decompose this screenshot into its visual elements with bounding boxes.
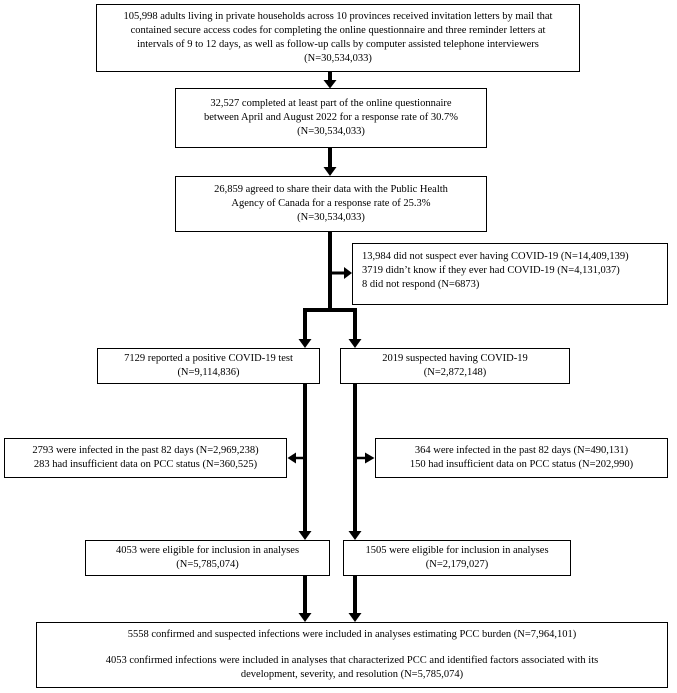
box-invitation-line-1: 105,998 adults living in private households across 10 provinces received invitation letters by mail that: [123, 11, 553, 22]
box-final-paragraph-2: [106, 654, 598, 682]
box-exclusion-no-covid: [352, 243, 668, 305]
box-exclusion-right: [375, 438, 668, 478]
box-eligible-left-line-2: (N=5,785,074): [176, 559, 239, 570]
box-agreed-line-3: (N=30,534,033): [297, 212, 365, 223]
arrow-split-to-positive-test: [299, 308, 312, 348]
arrow-positive-to-eligible-left: [299, 384, 312, 540]
box-exclusion-no-covid-line-3: 8 did not respond (N=6873): [362, 279, 480, 290]
box-positive-test-line-2: (N=9,114,836): [177, 367, 240, 378]
box-final-paragraph-2-line-1: 4053 confirmed infections were included in analyses that characterized PCC and identified factors associated with its: [105, 655, 599, 666]
box-suspected-covid-line-2: (N=2,872,148): [423, 367, 487, 378]
arrow-eligible-left-to-final: [299, 576, 312, 622]
box-exclusion-no-covid-line-1: 13,984 did not suspect ever having COVID-19 (N=14,409,139): [362, 251, 629, 262]
box-exclusion-left-line-1: 2793 were infected in the past 82 days (N=2,969,238): [32, 445, 259, 456]
box-agreed-share: [175, 176, 487, 232]
box-exclusion-right-line-2: 150 had insufficient data on PCC status (N=202,990): [409, 459, 634, 470]
box-final-paragraph-2-line-2: development, severity, and resolution (N=5,785,074): [240, 669, 464, 680]
box-completed-line-1: 32,527 completed at least part of the online questionnaire: [210, 98, 452, 109]
box-final-paragraph-1: 5558 confirmed and suspected infections were included in analyses estimating PCC burden (N=7,964,101): [127, 629, 577, 640]
arrow-completed-to-agreed: [324, 148, 337, 176]
box-exclusion-right-line-1: 364 were infected in the past 82 days (N=490,131): [414, 445, 629, 456]
box-exclusion-no-covid-line-2: 3719 didn’t know if they ever had COVID-19 (N=4,131,037): [362, 265, 620, 276]
box-completed-questionnaire: [175, 88, 487, 148]
box-completed-line-3: (N=30,534,033): [297, 126, 365, 137]
box-invitation-line-3: intervals of 9 to 12 days, as well as follow-up calls by computer assisted telephone interviewers: [137, 39, 539, 50]
box-invitation-line-2: contained secure access codes for completing the online questionnaire and three reminder letters at: [130, 25, 546, 36]
box-eligible-right-line-1: 1505 were eligible for inclusion in analyses: [365, 545, 549, 556]
box-eligible-right-line-2: (N=2,179,027): [425, 559, 489, 570]
box-exclusion-left-line-2: 283 had insufficient data on PCC status (N=360,525): [33, 459, 258, 470]
box-agreed-line-2: Agency of Canada for a response rate of 25.3%: [231, 198, 431, 209]
box-positive-test: [97, 348, 320, 384]
arrow-to-exclusion-top: [332, 267, 352, 279]
box-suspected-covid: [340, 348, 570, 384]
arrow-invitation-to-completed: [324, 72, 337, 89]
box-invitation-line-4: (N=30,534,033): [304, 53, 372, 64]
arrow-eligible-right-to-final: [349, 576, 362, 622]
box-agreed-line-1: 26,859 agreed to share their data with the Public Health: [214, 184, 448, 195]
box-completed-line-2: between April and August 2022 for a response rate of 30.7%: [204, 112, 458, 123]
arrow-to-exclusion-right: [357, 453, 375, 464]
box-suspected-covid-line-1: 2019 suspected having COVID-19: [382, 353, 528, 364]
box-exclusion-left: [4, 438, 287, 478]
box-final-analyses: [36, 622, 668, 688]
box-eligible-left-line-1: 4053 were eligible for inclusion in analyses: [115, 545, 300, 556]
box-eligible-right: [343, 540, 571, 576]
arrow-to-exclusion-left: [288, 453, 304, 464]
box-invitation: [96, 4, 580, 72]
arrow-split-to-suspected: [349, 308, 362, 348]
box-positive-test-line-1: 7129 reported a positive COVID-19 test: [124, 353, 293, 364]
arrow-suspected-to-eligible-right: [349, 384, 362, 540]
box-eligible-left: [85, 540, 330, 576]
